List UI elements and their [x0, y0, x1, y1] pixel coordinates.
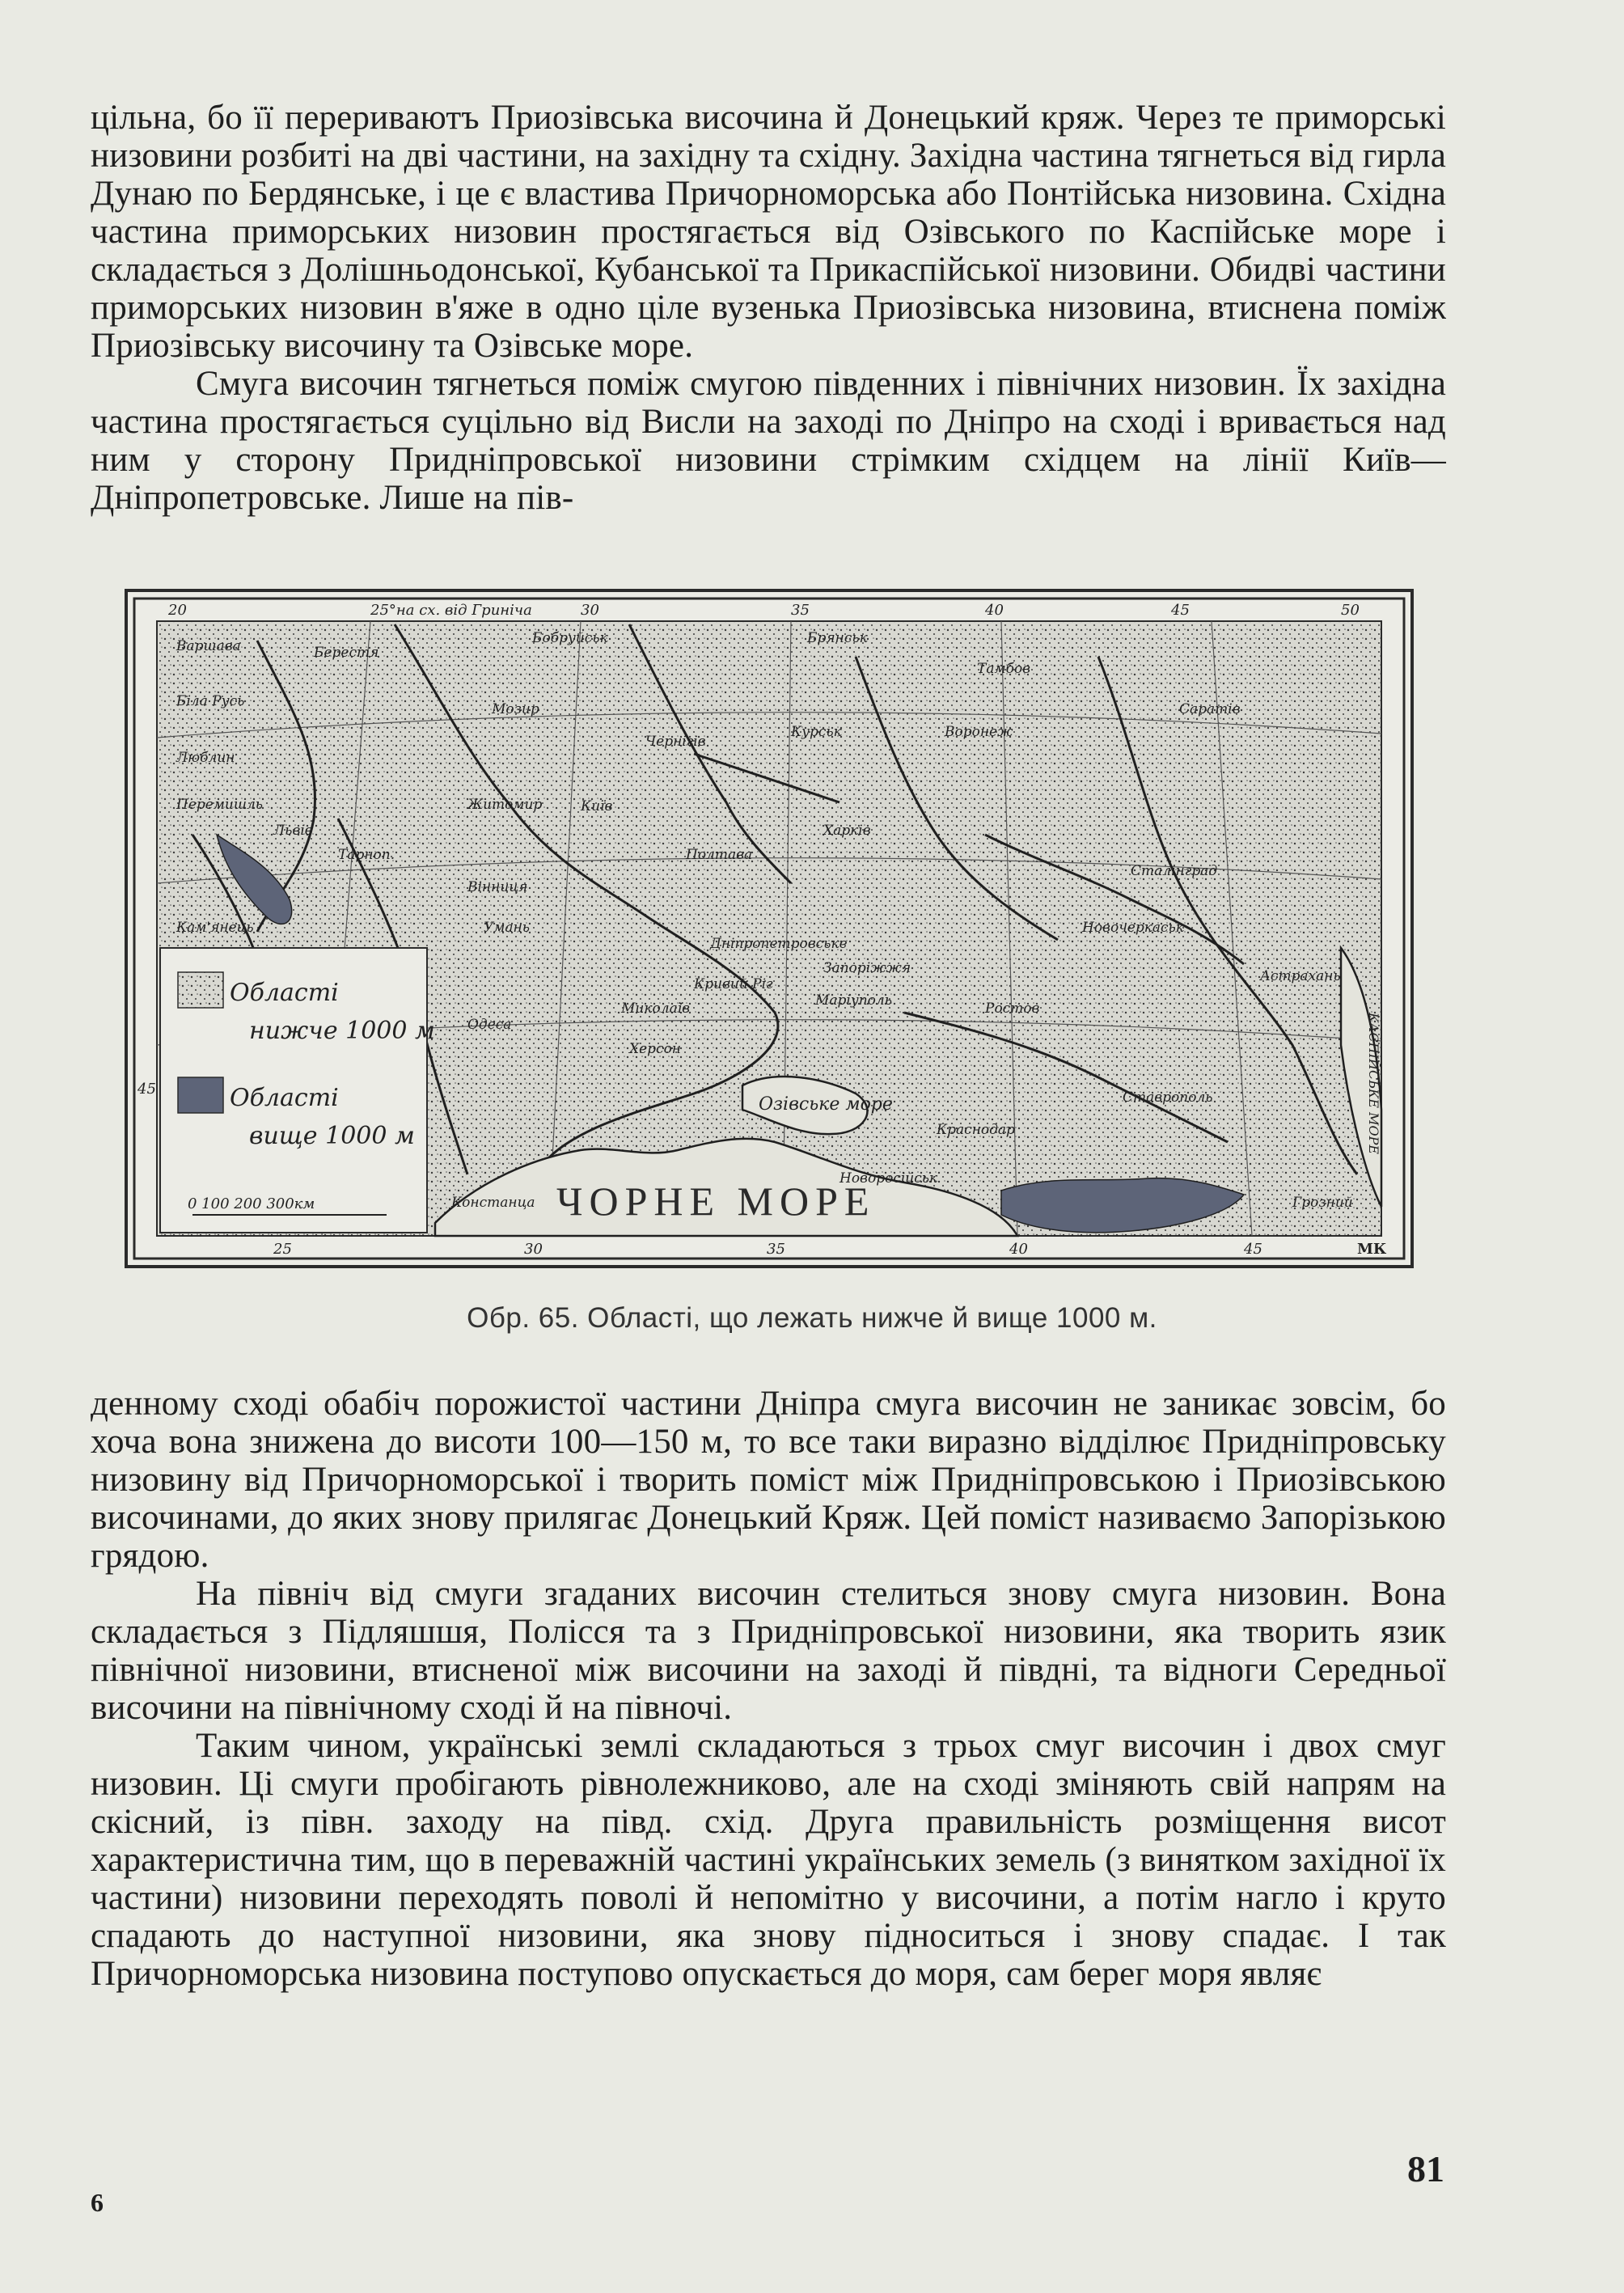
- svg-text:Тамбов: Тамбов: [977, 661, 1031, 677]
- svg-text:20: 20: [168, 602, 187, 619]
- legend-scale: 0 100 200 300км: [188, 1195, 315, 1212]
- svg-text:Констанца: Констанца: [451, 1195, 535, 1211]
- legend-high-swatch: [178, 1077, 223, 1113]
- legend-high-line1: Області: [230, 1084, 339, 1112]
- paragraph: Смуга височин тягнеться поміж смугою південних і північних низовин. Їх західна частина простягається суцільно від Висли на заході по Дніпро на сході і вривається над ним у сторону Придніпровської низовини стрімким східцем на лінії Київ—Дніпропетровське. Лише на пів-: [91, 365, 1446, 517]
- svg-text:30: 30: [581, 602, 599, 619]
- svg-text:Житомир: Житомир: [467, 797, 543, 813]
- svg-text:Саратів: Саратів: [1179, 701, 1241, 717]
- svg-text:Мозир: Мозир: [492, 701, 539, 717]
- legend-high-line2: вище 1000 м: [249, 1122, 415, 1150]
- signature-mark: 6: [91, 2188, 104, 2217]
- svg-text:40: 40: [1009, 1241, 1028, 1258]
- svg-text:Умань: Умань: [484, 920, 530, 936]
- legend-low-line1: Області: [230, 979, 339, 1007]
- figure-caption: Обр. 65. Області, що лежать нижче й вище 1000 м.: [467, 1302, 1157, 1334]
- svg-text:40: 40: [985, 602, 1004, 619]
- bottom-degree-labels: [273, 1241, 1262, 1258]
- legend-low-swatch: [178, 972, 223, 1008]
- svg-text:35: 35: [791, 602, 810, 619]
- svg-text:25: 25: [273, 1241, 292, 1258]
- svg-text:Кам'янець: Кам'янець: [176, 920, 254, 936]
- paragraph: Таким чином, українські землі складаються з трьох смуг височин і двох смуг низовин. Ці смуги пробігають рівнолежниково, але на сході зміняють свій напрям на скісний, із півн. заходу на півд. схід. Друга правильність розміщення висот характеристична тим, що в переважній частині українських земель (з винятком західної їх частини) низовини переходять поволі й непомітно у височини, а потім нагло і круто спадають до наступної низовини, яка знову підноситься і знову спадає. І так Причорноморська низовина поступово опускається до моря, сам берег моря являє: [91, 1727, 1446, 1993]
- svg-text:Тарноп.: Тарноп.: [338, 847, 395, 863]
- paragraph: денному сході обабіч порожистої частини Дніпра смуга височин не заникає зовсім, бо хоча вона знижена до висоти 100—150 м, то все таки виразно відділює Придніпровську низовину від Причорноморської і творить поміст між Придніпровською і Приозівською височинами, до яких знову прилягає Донецький Кряж. Цей поміст називаємо Запорізькою грядою.: [91, 1385, 1446, 1575]
- svg-text:Брянськ: Брянськ: [807, 630, 868, 646]
- text-block-top: [91, 99, 1446, 517]
- svg-text:Кривий Ріг: Кривий Ріг: [694, 976, 773, 992]
- azov-sea-label: Озівське море: [759, 1094, 893, 1115]
- svg-text:Маріуполь: Маріуполь: [815, 992, 892, 1009]
- corner-mark: МК: [1357, 1241, 1387, 1258]
- svg-text:Біла Русь: Біла Русь: [176, 693, 245, 709]
- svg-text:Полтава: Полтава: [686, 847, 753, 863]
- top-degree-labels: [167, 602, 1360, 619]
- svg-text:35: 35: [767, 1241, 785, 1258]
- svg-text:45: 45: [1171, 602, 1190, 619]
- svg-text:Воронеж: Воронеж: [945, 724, 1013, 740]
- svg-text:Варшава: Варшава: [176, 638, 241, 654]
- legend-low-line2: нижче 1000 м: [249, 1017, 435, 1045]
- svg-text:Курськ: Курськ: [791, 724, 842, 740]
- caspian-sea-label: КАСПІЙСЬКЕ МОРЕ: [1366, 1013, 1381, 1155]
- svg-text:45: 45: [1244, 1241, 1262, 1258]
- svg-text:Астрахань: Астрахань: [1260, 968, 1341, 984]
- svg-text:30: 30: [524, 1241, 543, 1258]
- svg-text:Перемишль: Перемишль: [176, 797, 264, 813]
- svg-text:Запоріжжя: Запоріжжя: [823, 960, 911, 976]
- text-block-bottom: [91, 1385, 1446, 1993]
- svg-text:Львів: Львів: [273, 823, 313, 839]
- paragraph: На північ від смуги згаданих височин стелиться знову смуга низовин. Вона складається з Підляшшя, Полісся та з Придніпровської низовини, яка творить язик північної низовини, втисненої між височини на заході й півдні, та відноги Середньої височини на північному сході й на півночі.: [91, 1575, 1446, 1727]
- black-sea-label: ЧОРНЕ МОРЕ: [556, 1178, 876, 1224]
- page-number: 81: [1407, 2148, 1444, 2189]
- svg-text:Сталінград: Сталінград: [1131, 863, 1218, 879]
- svg-text:25°на сх. від Гриніча: 25°на сх. від Гриніча: [370, 602, 532, 619]
- side-degree-label: 45: [137, 1081, 156, 1098]
- svg-text:Новочеркаськ: Новочеркаськ: [1082, 920, 1184, 936]
- svg-text:Ставрополь: Ставрополь: [1123, 1089, 1213, 1106]
- svg-text:Чернігів: Чернігів: [645, 734, 706, 750]
- svg-text:Одеса: Одеса: [467, 1017, 512, 1033]
- map-svg: [128, 592, 1410, 1265]
- svg-text:Дніпропетровське: Дніпропетровське: [710, 936, 848, 952]
- svg-text:Краснодар: Краснодар: [937, 1122, 1015, 1138]
- svg-text:Бобруйськ: Бобруйськ: [532, 630, 608, 646]
- svg-text:50: 50: [1341, 602, 1360, 619]
- svg-text:Грозний: Грозний: [1292, 1195, 1353, 1211]
- svg-text:Миколаїв: Миколаїв: [621, 1001, 691, 1017]
- legend: [160, 948, 435, 1233]
- relief-map-figure: [125, 589, 1414, 1268]
- svg-text:Херсон: Херсон: [629, 1041, 681, 1057]
- svg-text:Вінниця: Вінниця: [467, 879, 528, 895]
- svg-text:Люблин: Люблин: [176, 750, 235, 766]
- svg-text:Харків: Харків: [823, 823, 871, 839]
- svg-text:Київ: Київ: [581, 798, 613, 814]
- paragraph: цільна, бо її перериваютъ Приозівська височина й Донецький кряж. Через те приморські низовини розбиті на дві частини, на західну та східну. Західна частина тягнеться від гирла Дунаю по Бердянське, і це є властива Причорноморська або Понтійська низовина. Східна частина приморських низовин простягається від Озівського по Каспійське море і складається з Долішньодонської, Кубанської та Прикаспійської низовини. Обидві частини приморських низовин в'яже в одно ціле вузенька Приозівська низовина, втиснена поміж Приозівську височину та Озівське море.: [91, 99, 1446, 365]
- svg-text:Ростов: Ростов: [985, 1001, 1040, 1017]
- svg-text:Новоросійськ: Новоросійськ: [839, 1170, 938, 1187]
- svg-text:Берестя: Берестя: [314, 645, 379, 661]
